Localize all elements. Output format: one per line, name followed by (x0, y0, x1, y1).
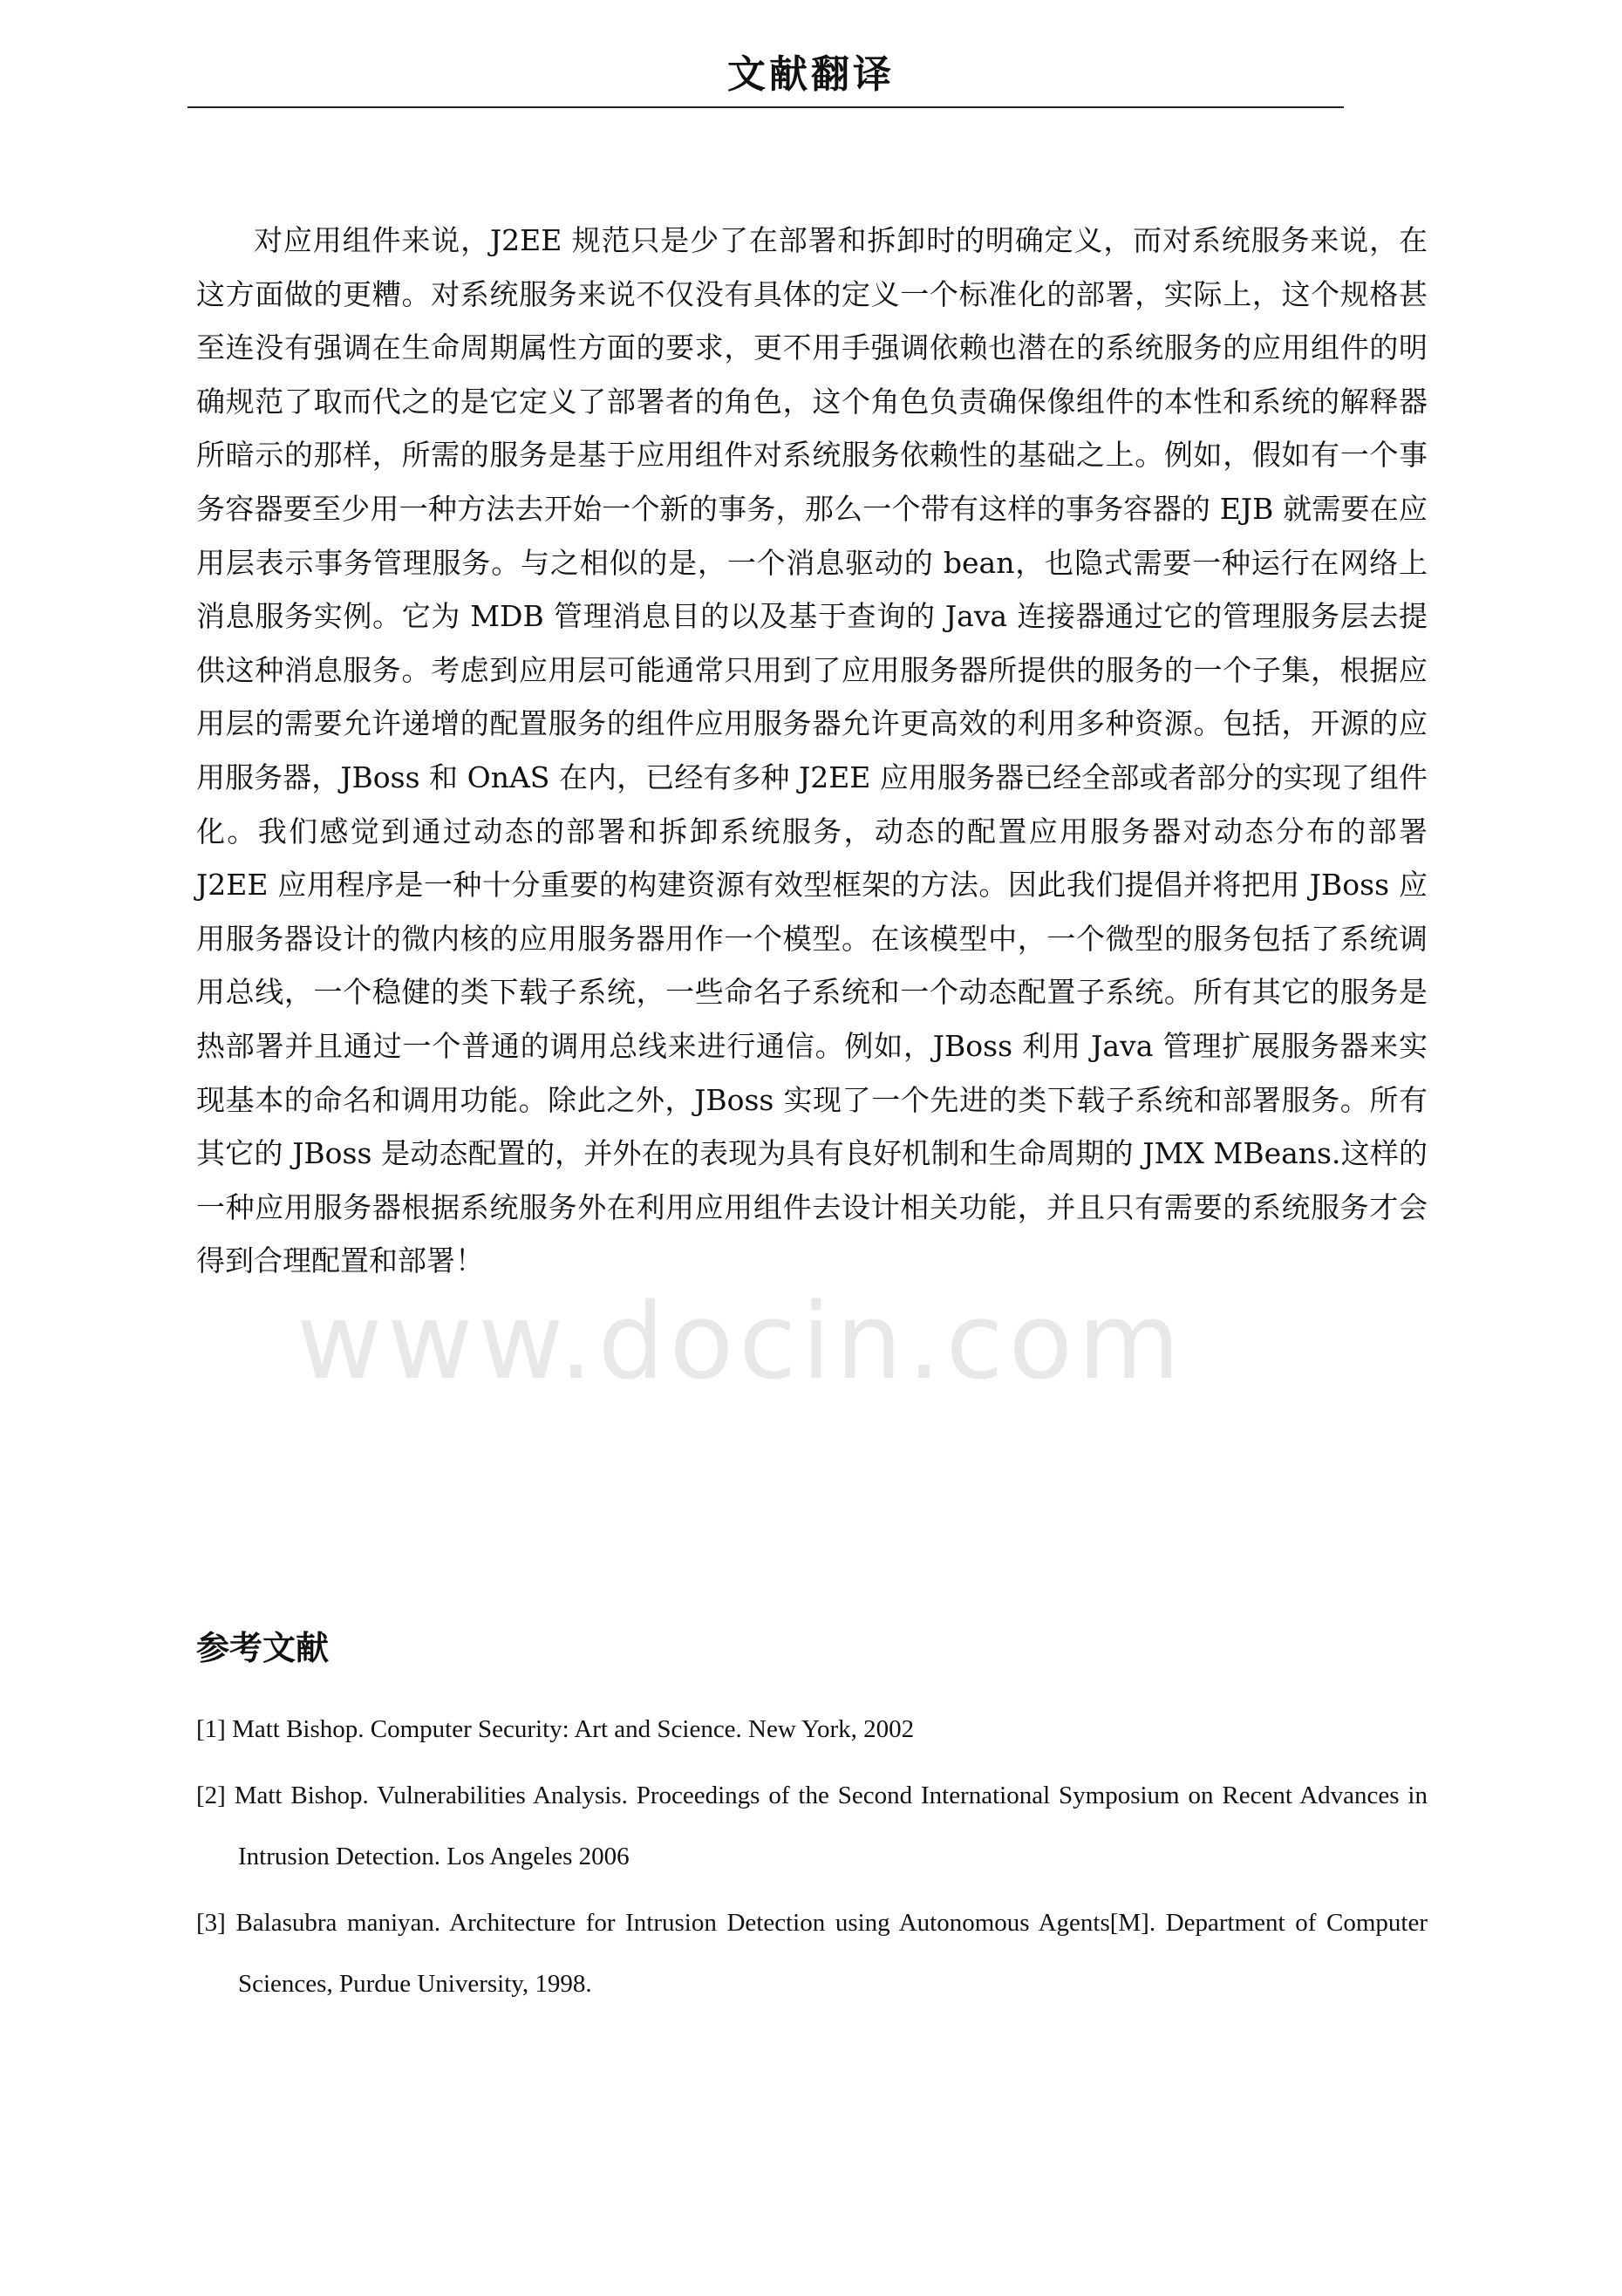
page-title: 文献翻译 (727, 52, 895, 97)
reference-item: [1] Matt Bishop. Computer Security: Art and Science. New York, 2002 (196, 1715, 915, 1743)
references-heading: 参考文献 (196, 1628, 330, 1667)
reference-list (196, 1699, 1428, 2020)
reference-item: [3] Balasubra maniyan. Architecture for Intrusion Detection using Autonomous Agents[M]. Department of Computer Sciences, Purdue University, 1998. (196, 1909, 1428, 1998)
reference-item: [2] Matt Bishop. Vulnerabilities Analysis. Proceedings of the Second International Symposium on Recent Advances in Intrusion Detection. Los Angeles 2006 (196, 1782, 1428, 1870)
watermark: www.docin.com (296, 1282, 1185, 1403)
header-divider (187, 106, 1344, 108)
body-paragraph: 对应用组件来说，J2EE 规范只是少了在部署和拆卸时的明确定义，而对系统服务来说，在这方面做的更糟。对系统服务来说不仅没有具体的定义一个标准化的部署，实际上，这个规格甚至连没有强调在生命周期属性方面的要求，更不用手强调依赖也潜在的系统服务的应用组件的明确规范了取而代之的是它定义了部署者的角色，这个角色负责确保像组件的本性和系统的解释器所暗示的那样，所需的服务是基于应用组件对系统服务依赖性的基础之上。例如，假如有一个事务容器要至少用一种方法去开始一个新的事务，那么一个带有这样的事务容器的 EJB 就需要在应用层表示事务管理服务。与之相似的是，一个消息驱动的 bean，也隐式需要一种运行在网络上消息服务实例。它为 MDB 管理消息目的以及基于查询的 Java 连接器通过它的管理服务层去提供这种消息服务。考虑到应用层可能通常只用到了应用服务器所提供的服务的一个子集，根据应用层的需要允许递增的配置服务的组件应用服务器允许更高效的利用多种资源。包括，开源的应用服务器，JBoss 和 OnAS 在内，已经有多种 J2EE 应用服务器已经全部或者部分的实现了组件化。我们感觉到通过动态的部署和拆卸系统服务，动态的配置应用服务器对动态分布的部署 J2EE 应用程序是一种十分重要的构建资源有效型框架的方法。因此我们提倡并将把用 JBoss 应用服务器设计的微内核的应用服务器用作一个模型。在该模型中，一个微型的服务包括了系统调用总线，一个稳健的类下载子系统，一些命名子系统和一个动态配置子系统。所有其它的服务是热部署并且通过一个普通的调用总线来进行通信。例如，JBoss 利用 Java 管理扩展服务器来实现基本的命名和调用功能。除此之外，JBoss 实现了一个先进的类下载子系统和部署服务。所有其它的 JBoss 是动态配置的，并外在的表现为具有良好机制和生命周期的 JMX MBeans.这样的一种应用服务器根据系统服务外在利用应用组件去设计相关功能，并且只有需要的系统服务才会得到合理配置和部署！ (196, 223, 1428, 1278)
